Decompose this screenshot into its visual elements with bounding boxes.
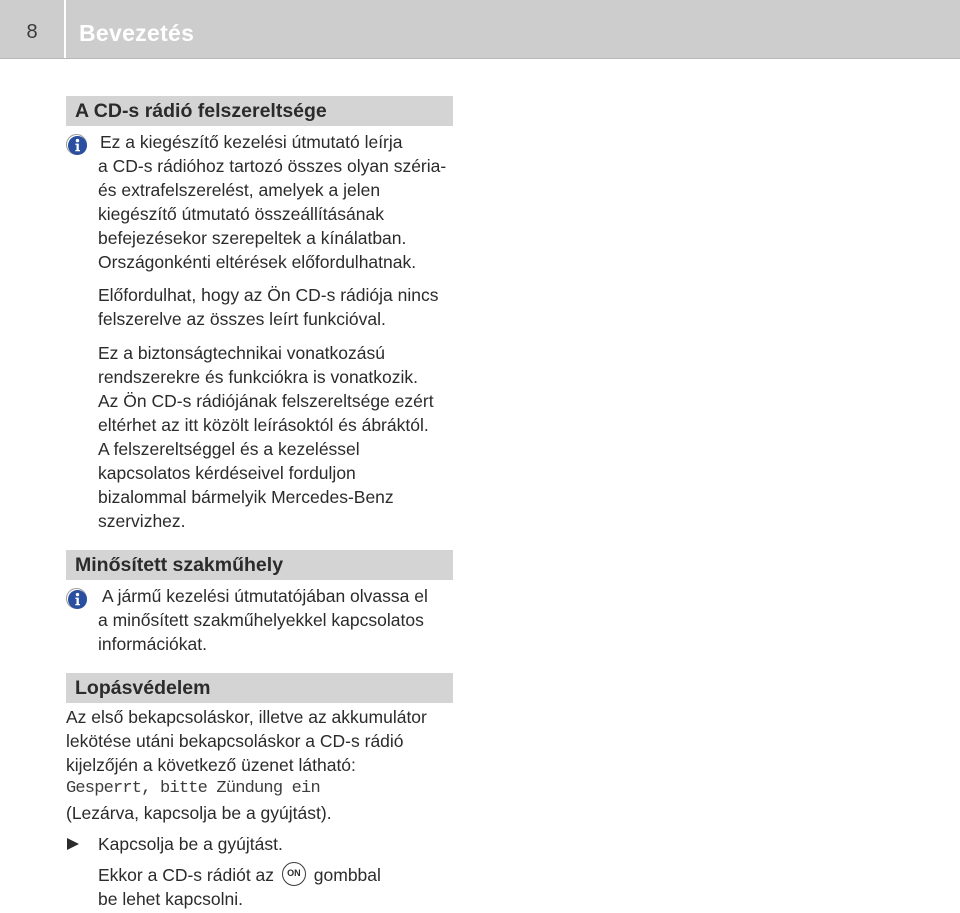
result-line: be lehet kapcsolni. xyxy=(98,889,243,909)
paragraph-line: eltérhet az itt közölt leírásoktól és ábráktól. xyxy=(98,415,429,435)
info-icon xyxy=(66,588,87,609)
arrow-right-icon xyxy=(66,837,80,856)
on-button-icon: ON xyxy=(282,862,306,886)
section-title-workshop: Minősített szakműhely xyxy=(66,550,453,580)
step-line: Kapcsolja be a gyújtást. xyxy=(98,834,283,854)
info-line: befejezésekor szerepeltek a kínálatban. xyxy=(98,228,407,248)
paragraph-line: bizalommal bármelyik Mercedes-Benz xyxy=(98,487,394,507)
page-number: 8 xyxy=(0,0,66,58)
info-line: és extrafelszerelést, amelyek a jelen xyxy=(98,180,381,200)
result-text-after: gombbal xyxy=(313,865,381,885)
paragraph-line: Az Ön CD-s rádiójának felszereltsége ezért xyxy=(98,391,434,411)
section-title-cd-radio: A CD-s rádió felszereltsége xyxy=(66,96,453,126)
info-line: információkat. xyxy=(98,634,207,654)
info-icon xyxy=(66,134,87,155)
info-line: kiegészítő útmutató összeállításának xyxy=(98,204,384,224)
page-header xyxy=(0,0,960,59)
display-message: Gesperrt, bitte Zündung ein xyxy=(66,779,320,798)
paragraph-line: felszerelve az összes leírt funkcióval. xyxy=(98,309,386,329)
info-line: a minősített szakműhelyekkel kapcsolatos xyxy=(98,610,424,630)
paragraph-line: rendszerekre és funkciókra is vonatkozik. xyxy=(98,367,418,387)
result-text-before: Ekkor a CD-s rádiót az xyxy=(98,865,275,885)
info-line: Ez a kiegészítő kezelési útmutató leírja xyxy=(100,132,403,152)
paragraph-line: Ez a biztonságtechnikai vonatkozású xyxy=(98,343,385,363)
paragraph-line: A felszereltséggel és a kezeléssel xyxy=(98,439,360,459)
paragraph-line: szervizhez. xyxy=(98,511,186,531)
info-line: Országonkénti eltérések előfordulhatnak. xyxy=(98,252,417,272)
paragraph-line: kijelzőjén a következő üzenet látható: xyxy=(66,755,356,775)
section-title-theft-protection: Lopásvédelem xyxy=(66,673,453,703)
paragraph-line: Az első bekapcsoláskor, illetve az akkumulátor xyxy=(66,707,427,727)
paragraph-line: kapcsolatos kérdéseivel forduljon xyxy=(98,463,356,483)
translation-line: (Lezárva, kapcsolja be a gyújtást). xyxy=(66,803,332,823)
paragraph-line: lekötése utáni bekapcsoláskor a CD-s rádió xyxy=(66,731,404,751)
info-line: A jármű kezelési útmutatójában olvassa el xyxy=(102,586,428,606)
info-line: a CD-s rádióhoz tartozó összes olyan széria- xyxy=(98,156,447,176)
paragraph-line: Előfordulhat, hogy az Ön CD-s rádiója nincs xyxy=(98,285,439,305)
chapter-title: Bevezetés xyxy=(79,20,195,46)
result-line xyxy=(98,863,381,888)
